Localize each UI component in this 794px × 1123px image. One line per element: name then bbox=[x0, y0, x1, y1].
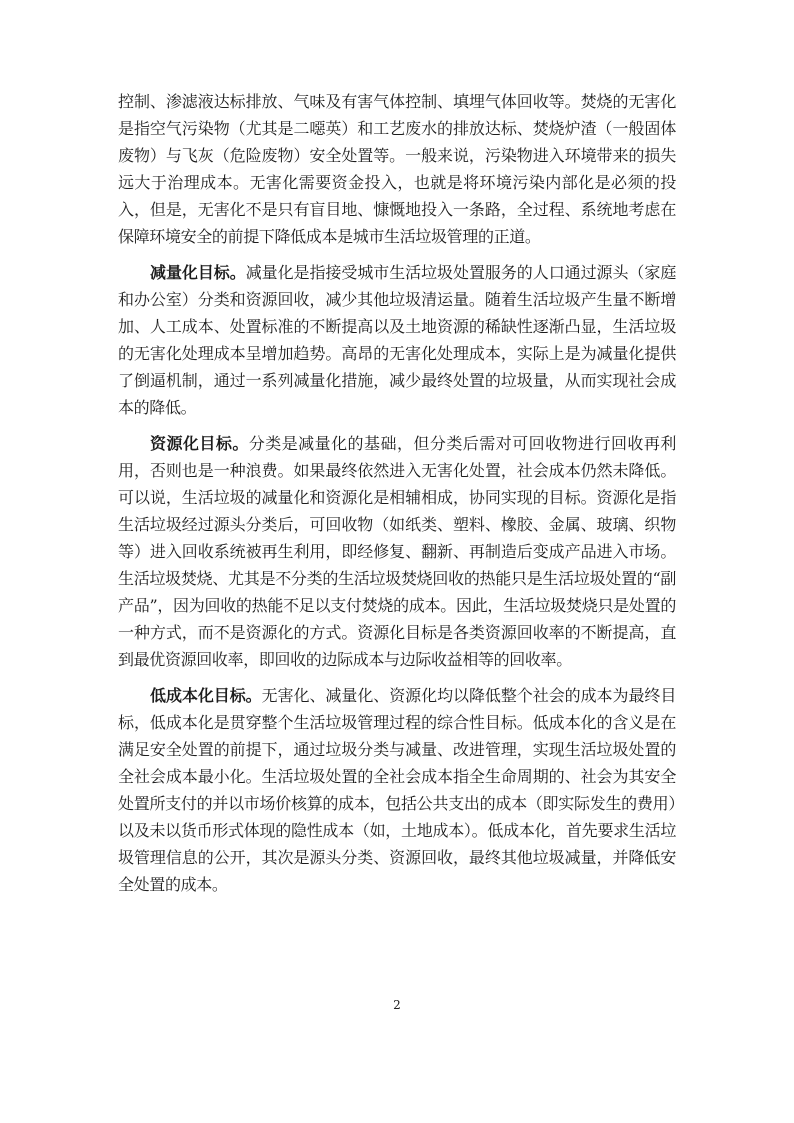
page-body bbox=[118, 88, 676, 907]
paragraph-low-cost-goal bbox=[118, 682, 676, 898]
paragraph-bold-lead: 低成本化目标。 bbox=[150, 686, 262, 705]
paragraph-text: 减量化是指接受城市生活垃圾处置服务的人口通过源头（家庭和办公室）分类和资源回收，减少其他垃圾清运量。随着生活垃圾产生量不断增加、人工成本、处置标准的不断提高以及土地资源的稀缺性逐渐凸显，生活垃圾的无害化处理成本呈增加趋势。高昂的无害化处理成本，实际上是为减量化提供了倒逼机制，通过一系列减量化措施，减少最终处置的垃圾量，从而实现社会成本的降低。 bbox=[118, 263, 676, 417]
paragraph-bold-lead: 减量化目标。 bbox=[150, 263, 246, 282]
paragraph-reduction-goal bbox=[118, 259, 676, 421]
paragraph-recycling-goal bbox=[118, 430, 676, 673]
paragraph-bold-lead: 资源化目标。 bbox=[150, 434, 249, 453]
paragraph-text: 无害化、减量化、资源化均以降低整个社会的成本为最终目标，低成本化是贯穿整个生活垃圾管理过程的综合性目标。低成本化的含义是在满足安全处置的前提下，通过垃圾分类与减量、改进管理，实现生活垃圾处置的全社会成本最小化。生活垃圾处置的全社会成本指全生命周期的、社会为其安全处置所支付的并以市场价核算的成本，包括公共支出的成本（即实际发生的费用）以及未以货币形式体现的隐性成本（如，土地成本）。低成本化，首先要求生活垃圾管理信息的公开，其次是源头分类、资源回收，最终其他垃圾减量，并降低安全处置的成本。 bbox=[118, 686, 676, 894]
paragraph-text: 分类是减量化的基础，但分类后需对可回收物进行回收再利用，否则也是一种浪费。如果最终依然进入无害化处置，社会成本仍然未降低。可以说，生活垃圾的减量化和资源化是相辅相成，协同实现的目标。资源化是指生活垃圾经过源头分类后，可回收物（如纸类、塑料、橡胶、金属、玻璃、织物等）进入回收系统被再生利用，即经修复、翻新、再制造后变成产品进入市场。生活垃圾焚烧、尤其是不分类的生活垃圾焚烧回收的热能只是生活垃圾处置的“副产品”，因为回收的热能不足以支付焚烧的成本。因此，生活垃圾焚烧只是处置的一种方式，而不是资源化的方式。资源化目标是各类资源回收率的不断提高，直到最优资源回收率，即回收的边际成本与边际收益相等的回收率。 bbox=[118, 434, 676, 669]
paragraph-harmless-treatment-continuation bbox=[118, 88, 676, 250]
page-number: 2 bbox=[393, 998, 401, 1012]
paragraph-text: 控制、渗滤液达标排放、气味及有害气体控制、填埋气体回收等。焚烧的无害化是指空气污染物（尤其是二噁英）和工艺废水的排放达标、焚烧炉渣（一般固体废物）与飞灰（危险废物）安全处置等。一般来说，污染物进入环境带来的损失远大于治理成本。无害化需要资金投入，也就是将环境污染内部化是必须的投入，但是，无害化不是只有盲目地、慷慨地投入一条路，全过程、系统地考虑在保障环境安全的前提下降低成本是城市生活垃圾管理的正道。 bbox=[118, 92, 676, 246]
